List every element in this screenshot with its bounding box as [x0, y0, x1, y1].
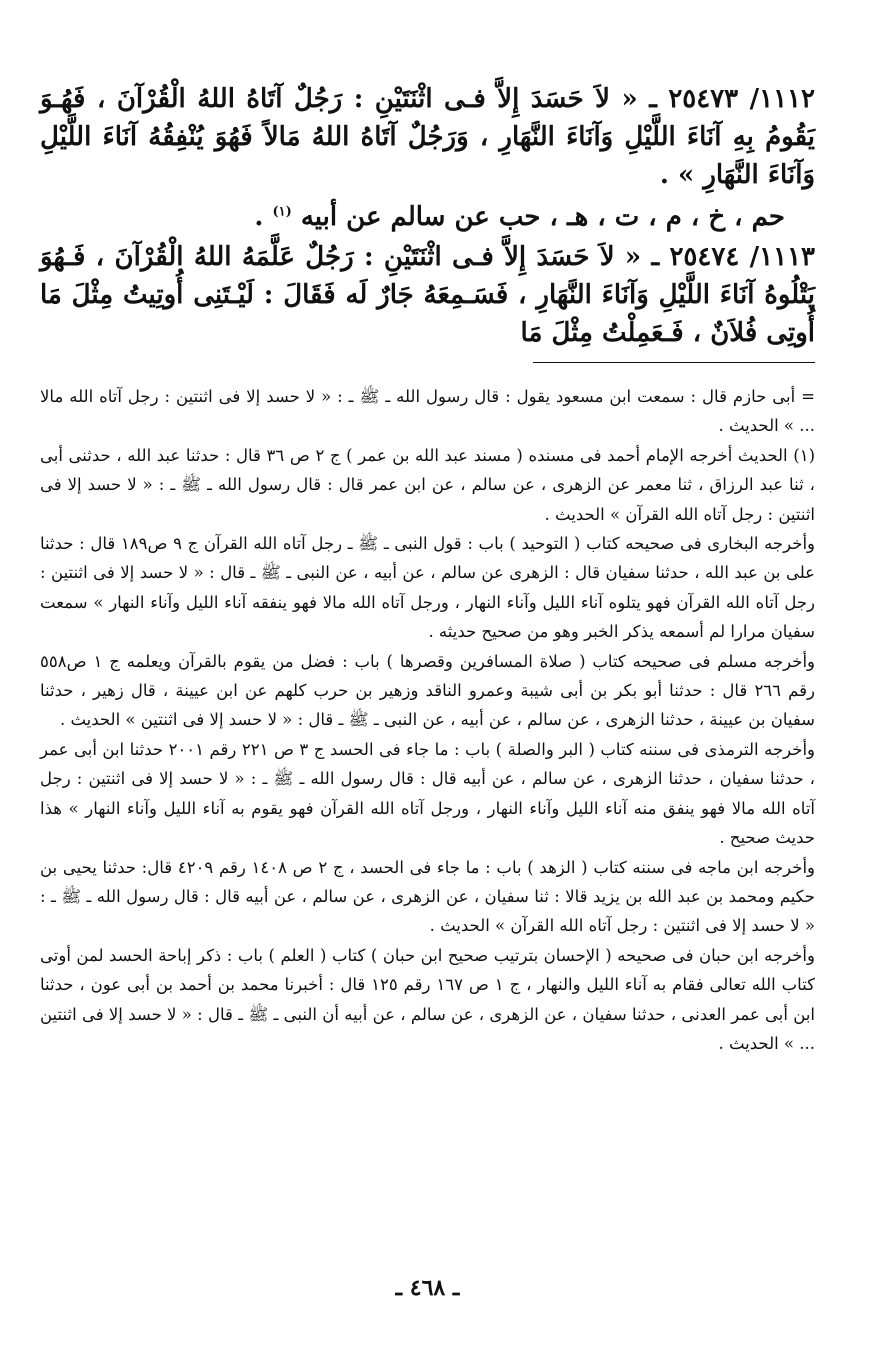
source-text: حم ، خ ، م ، ت ، هـ ، حب عن سالم عن أبيه [300, 202, 785, 232]
page-number: ـ ٤٦٨ ـ [395, 1275, 460, 1301]
footnote-1-ibn-majah: وأخرجه ابن ماجه فى سننه كتاب ( الزهد ) باب : ما جاء فى الحسد ، ج ٢ ص ١٤٠٨ رقم ٤٢٠٩ قال: حدثنا يحيى بن حكيم ومحمد بن عبد الله بن يزيد قالا : ثنا سفيان ، عن الزهرى ، عن سالم ، عن أبيه قال : قال رسول الله ـ ﷺ ـ : « لا حسد إلا فى اثنتين : رجل آتاه الله القرآن » الحديث . [40, 857, 816, 936]
footnote-separator [533, 362, 815, 363]
footnote-marker: (١) [272, 204, 292, 220]
page [40, 80, 816, 1301]
footnote-1-muslim: وأخرجه مسلم فى صحيحه كتاب ( صلاة المسافرين وقصرها ) باب : فضل من يقوم بالقرآن ويعلمه ج ١ ص٥٥٨ رقم ٢٦٦ قال : حدثنا أبو بكر بن أبى شيبة وعمرو الناقد وزهير بن حرب كلهم عن ابن عيينة ، قال زهير ، حدثنا سفيان بن عيينة ، حدثنا الزهرى ، عن سالم ، عن أبيه ، عن النبى ـ ﷺ ـ قال : « لا حسد إلا فى اثنتين » الحديث . [40, 651, 815, 730]
source-end: . [254, 202, 273, 232]
hadith-1112: ١١١٢/ ٢٥٤٧٣ ـ « لاَ حَسَدَ إِلاَّ فـى اثْنَتَيْنِ : رَجُلٌ آتَاهُ اللهُ الْقُرْآنَ ، فَهُـوَ يَقُومُ بِهِ آنَاءَ اللَّيْلِ وَآنَاءَ النَّهَارِ ، وَرَجُلٌ آتَاهُ اللهُ مَالاً فَهُوَ يُنْفِقُهُ آنَاءَ اللَّيْلِ وَآنَاءَ النَّهَارِ » . [40, 84, 815, 190]
hadith-1113: ١١١٣/ ٢٥٤٧٤ ـ « لاَ حَسَدَ إِلاَّ فـى اثْنَتَيْنِ : رَجُلٌ عَلَّمَهُ اللهُ الْقُرْآنَ ، فَـهُوَ يَتْلُوهُ آنَاءَ اللَّيْلِ وَآنَاءَ النَّهَارِ ، فَسَـمِعَهُ جَارٌ لَه فَقَالَ : لَيْـتَنِى أُوتِيتُ مِثْلَ مَا أُوتِى فُلاَنٌ ، فَـعَمِلْتُ مِثْلَ مَا [40, 242, 815, 348]
footnote-separator-wrap [40, 362, 815, 368]
footnote-1-ibn-hibban: وأخرجه ابن حبان فى صحيحه ( الإحسان بترتيب صحيح ابن حبان ) كتاب ( العلم ) باب : ذكر إباحة الحسد لمن أوتى كتاب الله تعالى فقام به آناء الليل والنهار ، ج ١ ص ١٦٧ رقم ١٢٥ قال : أخبرنا محمد بن أحمد بن أبى عون ، حدثنا ابن أبى عمر العدنى ، حدثنا سفيان ، عن الزهرى ، عن سالم ، عن أبيه أن النبى ـ ﷺ ـ قال : « لا حسد إلا فى اثنتين ... » الحديث . [40, 945, 816, 1053]
footnote-1-ahmad: (١) الحديث أخرجه الإمام أحمد فى مسنده ( مسند عبد الله بن عمر ) ج ٢ ص ٣٦ قال : حدثنا عبد الله ، حدثنى أبى ، ثنا عبد الرزاق ، ثنا معمر عن الزهرى ، عن سالم ، عن ابن عمر قال : قال رسول الله ـ ﷺ ـ : « لا حسد إلا فى اثنتين : رجل آتاه الله القرآن » الحديث . [40, 445, 815, 524]
hadith-1112-sources [40, 198, 815, 236]
footnotes [40, 382, 815, 1058]
footnote-1-tirmidhi: وأخرجه الترمذى فى سننه كتاب ( البر والصلة ) باب : ما جاء فى الحسد ج ٣ ص ٢٢١ رقم ٢٠٠١ حدثنا ابن أبى عمر ، حدثنا سفيان ، حدثنا الزهرى ، عن سالم ، عن أبيه قال : قال رسول الله ـ ﷺ ـ : « لا حسد إلا فى اثنتين : رجل آتاه الله مالا فهو ينفق منه آناء الليل وآناء النهار ، ورجل آتاه الله القرآن فهو يقوم به آناء الليل وآناء النهار » هذا حديث صحيح . [40, 739, 816, 848]
footnote-continuation: = أبى حازم قال : سمعت ابن مسعود يقول : قال رسول الله ـ ﷺ ـ : « لا حسد إلا فى اثنتين : رجل آتاه الله مالا ... » الحديث . [40, 387, 815, 436]
main-text [40, 80, 815, 352]
footnote-1-bukhari: وأخرجه البخارى فى صحيحه كتاب ( التوحيد ) باب : قول النبى ـ ﷺ ـ رجل آتاه الله القرآن ج ٩ ص١٨٩ قال : حدثنا على بن عبد الله ، حدثنا سفيان قال : الزهرى عن سالم ، عن أبيه ، عن النبى ـ ﷺ ـ قال : « لا حسد إلا فى اثنتين : رجل آتاه الله القرآن فهو يتلوه آناء الليل وآناء النهار ، ورجل آتاه الله مالا فهو ينفقه آناء الليل وآناء النهار » سمعت سفيان مرارا لم أسمعه يذكر الخبر وهو من صحيح حديثه . [40, 534, 815, 642]
